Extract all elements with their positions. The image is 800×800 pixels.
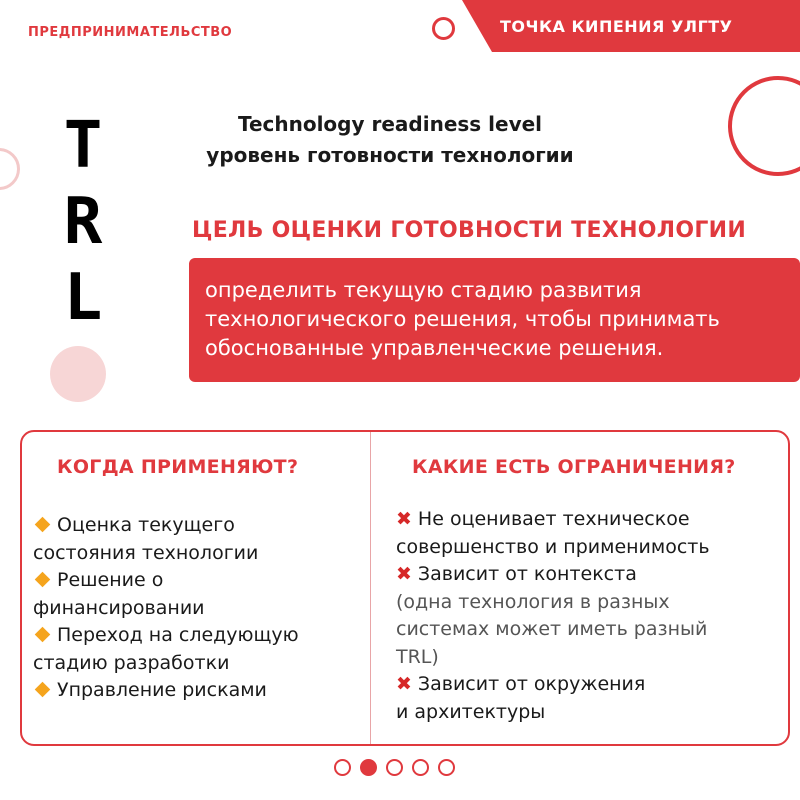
list-item: ✖ Зависит от окружения <box>396 673 646 695</box>
goal-line: определить текущую стадию развития <box>205 278 642 302</box>
category-label: ПРЕДПРИНИМАТЕЛЬСТВО <box>28 25 233 40</box>
limits-heading: КАКИЕ ЕСТЬ ОГРАНИЧЕНИЯ? <box>412 456 736 478</box>
decorative-circle <box>50 346 106 402</box>
acronym-letter-l: L <box>63 261 103 335</box>
diamond-bullet-icon <box>35 517 51 533</box>
goal-text <box>205 276 795 363</box>
decorative-ring-large <box>728 76 800 176</box>
decorative-ring-small <box>0 148 20 190</box>
page-dot-1[interactable] <box>334 759 351 776</box>
goal-line: обоснованные управленческие решения. <box>205 336 664 360</box>
list-note: (одна технология в разных <box>396 590 670 613</box>
goal-line: технологического решения, чтобы принимать <box>205 307 720 331</box>
acronym-letter-r: R <box>63 185 103 259</box>
panel-divider <box>370 432 371 744</box>
list-item: Переход на следующую <box>33 622 368 650</box>
title-russian: уровень готовности технологии <box>206 143 574 167</box>
when-heading: КОГДА ПРИМЕНЯЮТ? <box>57 456 299 478</box>
diamond-bullet-icon <box>35 627 51 643</box>
list-item-cont: состояния технологии <box>33 541 259 564</box>
page-dot-2[interactable] <box>360 759 377 776</box>
list-note: системах может иметь разный <box>396 618 708 640</box>
list-item: ✖ Зависит от контекста <box>396 563 637 585</box>
decorative-ring <box>432 17 455 40</box>
page-dot-3[interactable] <box>386 759 403 776</box>
cross-mark-icon: ✖ <box>396 563 412 585</box>
acronym-letter-t: T <box>63 109 103 183</box>
page-dot-4[interactable] <box>412 759 429 776</box>
page-dot-5[interactable] <box>438 759 455 776</box>
pagination <box>334 759 455 776</box>
goal-heading: ЦЕЛЬ ОЦЕНКИ ГОТОВНОСТИ ТЕХНОЛОГИИ <box>192 218 747 243</box>
diamond-bullet-icon <box>35 572 51 588</box>
list-item-cont: и архитектуры <box>396 700 546 723</box>
list-item: ✖ Не оценивает техническое <box>396 508 690 530</box>
cross-mark-icon: ✖ <box>396 673 412 695</box>
title-english: Technology readiness level <box>237 112 543 136</box>
header-tag-text: ТОЧКА КИПЕНИЯ УЛГТУ <box>500 17 733 36</box>
list-item-cont: совершенство и применимость <box>396 535 710 558</box>
limits-list <box>396 506 776 726</box>
list-item-cont: стадию разработки <box>33 651 230 674</box>
list-note: TRL) <box>396 645 439 668</box>
diamond-bullet-icon <box>35 682 51 698</box>
list-item: Оценка текущего <box>33 512 368 540</box>
list-item-cont: финансировании <box>33 596 205 619</box>
when-list <box>33 512 368 705</box>
list-item: Решение о <box>33 567 368 595</box>
list-item: Управление рисками <box>33 677 368 705</box>
cross-mark-icon: ✖ <box>396 508 412 530</box>
